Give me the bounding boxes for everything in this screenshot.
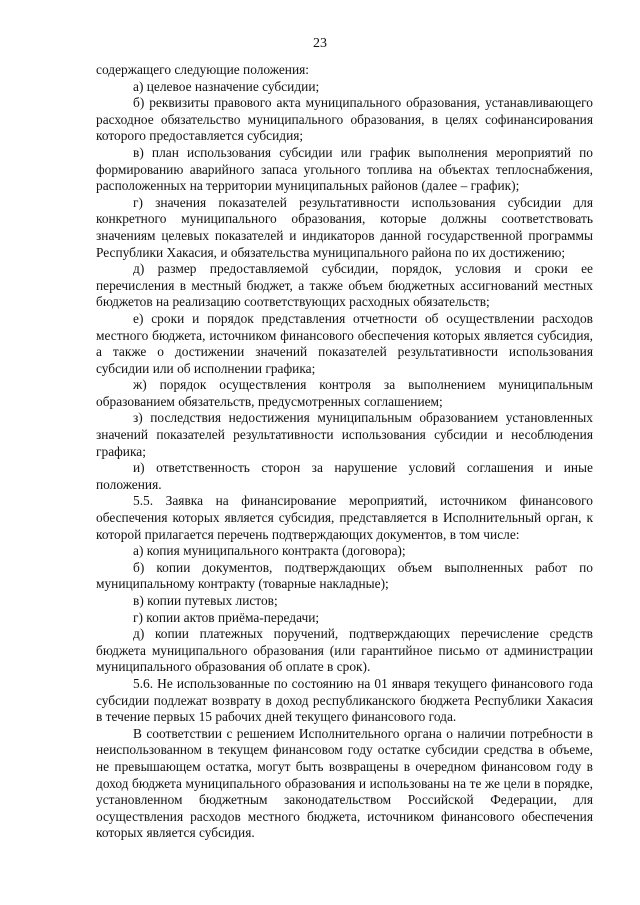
section-5-5: 5.5. Заявка на финансирование мероприятий, источником финансового обеспечения которых является субсидия, представляется в Исполнительный орган, к которой прилагается перечень подтверждающих документов, в том числе: [96, 493, 593, 542]
doc-item-g: г) копии актов приёма-передачи; [133, 609, 320, 625]
paragraph-intro: содержащего следующие положения: [96, 62, 309, 77]
section-5-6: 5.6. Не использованные по состоянию на 01 января текущего финансового года субсидии подлежат возврату в доход республиканского бюджета Республики Хакасия в течение первых 15 рабочих дней текущего финансового года. [96, 675, 593, 725]
doc-item-b: б) копии документов, подтверждающих объем выполненных работ по муниципальному контракту (товарные накладные); [96, 559, 593, 592]
list-item-b: б) реквизиты правового акта муниципального образования, устанавливающего расходное обязательство муниципального образования, в целях софинансирования которого предоставляется субсидия; [96, 95, 593, 144]
page-number: 23 [313, 36, 327, 51]
list-item-z: з) последствия недостижения муниципальным образованием установленных значений показателей результативности использования субсидии и несоблюдения графика; [96, 410, 593, 459]
doc-item-a: а) копия муниципального контракта (договора); [133, 543, 406, 559]
paragraph-return: В соответствии с решением Исполнительного органа о наличии потребности в неиспользованном в текущем финансовом году остатке субсидии средства в объеме, не превышающем остатка, могут быть возвращены в очередном финансовом году в доход бюджета муниципального образования и использованы на те же цели в порядке, установленном бюджетным законодательством Российской Федерации, для осуществления расходов местного бюджета, источником финансового обеспечения которых является субсидия. [96, 725, 593, 841]
list-item-v: в) план использования субсидии или график выполнения мероприятий по формированию аварийного запаса угольного топлива на объектах теплоснабжения, расположенных на территории муниципальных районов (далее – график); [96, 144, 593, 194]
list-item-a: а) целевое назначение субсидии; [133, 78, 320, 94]
doc-item-v: в) копии путевых листов; [133, 593, 278, 608]
doc-item-d: д) копии платежных поручений, подтверждающих перечисление средств бюджета муниципального образования (или гарантийное письмо от администрации муниципального образования об оплате в срок). [96, 626, 593, 675]
list-item-g: г) значения показателей результативности использования субсидии для конкретного муниципального образования, которые должны соответствовать значениям целевых показателей и индикаторов данной государственной программы Республики Хакасия, и обязательства муниципального района по их достижению; [96, 194, 593, 260]
list-item-d: д) размер предоставляемой субсидии, порядок, условия и сроки ее перечисления в местный бюджет, а также объем бюджетных ассигнований местных бюджетов на реализацию соответствующих расходных обязательств; [96, 261, 593, 310]
list-item-i: и) ответственность сторон за нарушение условий соглашения и иные положения. [96, 460, 593, 492]
list-item-e: е) сроки и порядок представления отчетности об осуществлении расходов местного бюджета, источником финансового обеспечения которых является субсидия, а также о достижении значений показателей результативности использования субсидии или об исполнении графика; [96, 310, 593, 376]
list-item-zh: ж) порядок осуществления контроля за выполнением муниципальным образованием обязательств, предусмотренных соглашением; [96, 377, 593, 409]
document-body [96, 62, 593, 842]
